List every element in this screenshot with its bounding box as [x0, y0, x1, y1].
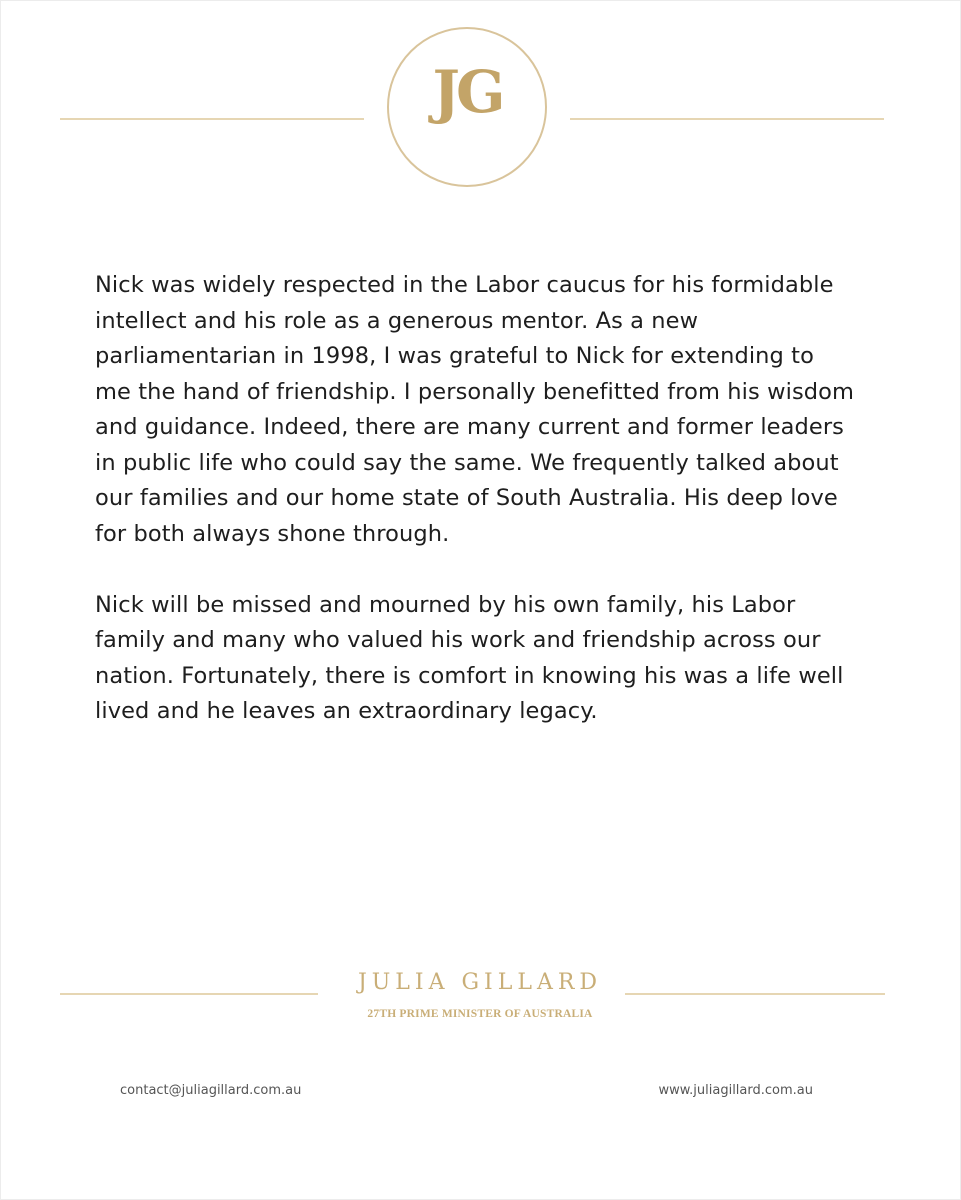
- monogram-logo: [387, 27, 547, 187]
- statement-paragraph-2: Nick will be missed and mourned by his own family, his Labor family and many who valued his work and friendship across our nation. Fortunately, there is comfort in knowing his was a life well lived and he leaves an extraordinary legacy.: [95, 591, 844, 724]
- signature-divider-right: [625, 993, 885, 995]
- website-link[interactable]: www.juliagillard.com.au: [658, 1083, 813, 1098]
- header-divider-left: [60, 118, 364, 120]
- signature-divider-left: [60, 993, 318, 995]
- monogram-text: JG: [432, 58, 502, 126]
- contact-email-link[interactable]: contact@juliagillard.com.au: [120, 1083, 302, 1098]
- signature-name: JULIA GILLARD: [357, 970, 603, 995]
- statement-paragraph-1: Nick was widely respected in the Labor caucus for his formidable intellect and his role as a generous mentor. As a new parliamentarian in 1998, I was grateful to Nick for extending to me the hand of friendship. I personally benefitted from his wisdom and guidance. Indeed, there are many current and former leaders in public life who could say the same. We frequently talked about our families and our home state of South Australia. His deep love for both always shone through.: [95, 272, 855, 547]
- signature-title: 27TH PRIME MINISTER OF AUSTRALIA: [367, 1008, 593, 1020]
- header-divider-right: [570, 118, 884, 120]
- statement-body: [95, 268, 855, 730]
